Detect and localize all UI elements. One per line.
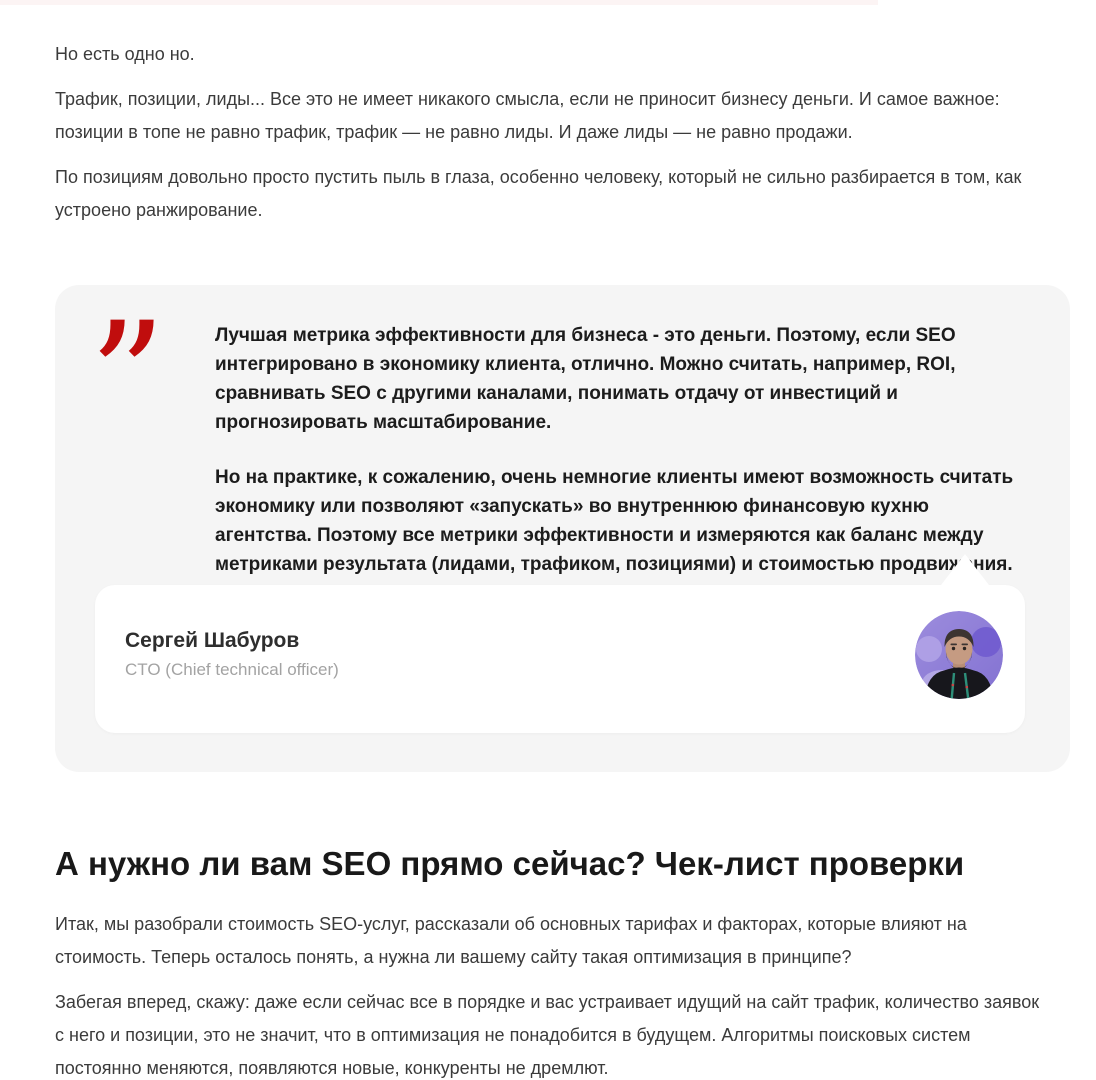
section-paragraph-1: Итак, мы разобрали стоимость SEO-услуг, рассказали об основных тарифах и факторах, которые влияют на стоимость. Теперь осталось понять, а нужна ли вашему сайту такая оптимизация в принципе? <box>55 914 967 967</box>
portrait-photo-icon <box>915 611 1003 699</box>
section-heading: А нужно ли вам SEO прямо сейчас? Чек-лист проверки <box>55 845 965 882</box>
section-paragraphs <box>55 908 1040 1080</box>
quote-paragraph-1: Лучшая метрика эффективности для бизнеса - это деньги. Поэтому, если SEO интегрировано в экономику клиента, отлично. Можно считать, например, ROI, сравнивать SEO с другими каналами, понимать отдачу от инвестиций и прогнозировать масштабирование. <box>215 325 956 433</box>
quote-text <box>215 321 1025 579</box>
author-avatar <box>915 611 1003 699</box>
author-card <box>95 585 1025 733</box>
author-name: Сергей Шабуров <box>125 629 300 652</box>
quote-mark-icon: ” <box>89 291 160 465</box>
intro-paragraph-3: По позициям довольно просто пустить пыль в глаза, особенно человеку, который не сильно разбирается в том, как устроено ранжирование. <box>55 167 1022 220</box>
intro-paragraph-1: Но есть одно но. <box>55 44 195 64</box>
expert-quote-block <box>55 285 1070 772</box>
section-paragraph-2: Забегая вперед, скажу: даже если сейчас все в порядке и вас устраивает идущий на сайт трафик, количество заявок с него и позиции, это не значит, что в оптимизация не понадобится в будущем. Алгоритмы поисковых систем постоянно меняются, появляются новые, конкуренты не дремлют. <box>55 992 1040 1078</box>
quote-paragraph-2: Но на практике, к сожалению, очень немногие клиенты имеют возможность считать экономику или позволяют «запускать» во внутреннюю финансовую кухню агентства. Поэтому все метрики эффективности и измеряются как баланс между метриками результата (лидами, трафиком, позициями) и стоимостью продвижения. <box>215 467 1014 575</box>
author-job-title: CTO (Chief technical officer) <box>125 660 339 679</box>
intro-paragraph-2: Трафик, позиции, лиды... Все это не имеет никакого смысла, если не приносит бизнесу деньги. И самое важное: позиции в топе не равно трафик, трафик — не равно лиды. И даже лиды — не равно продажи. <box>55 89 1000 142</box>
speech-bubble-tail-icon <box>941 554 989 585</box>
